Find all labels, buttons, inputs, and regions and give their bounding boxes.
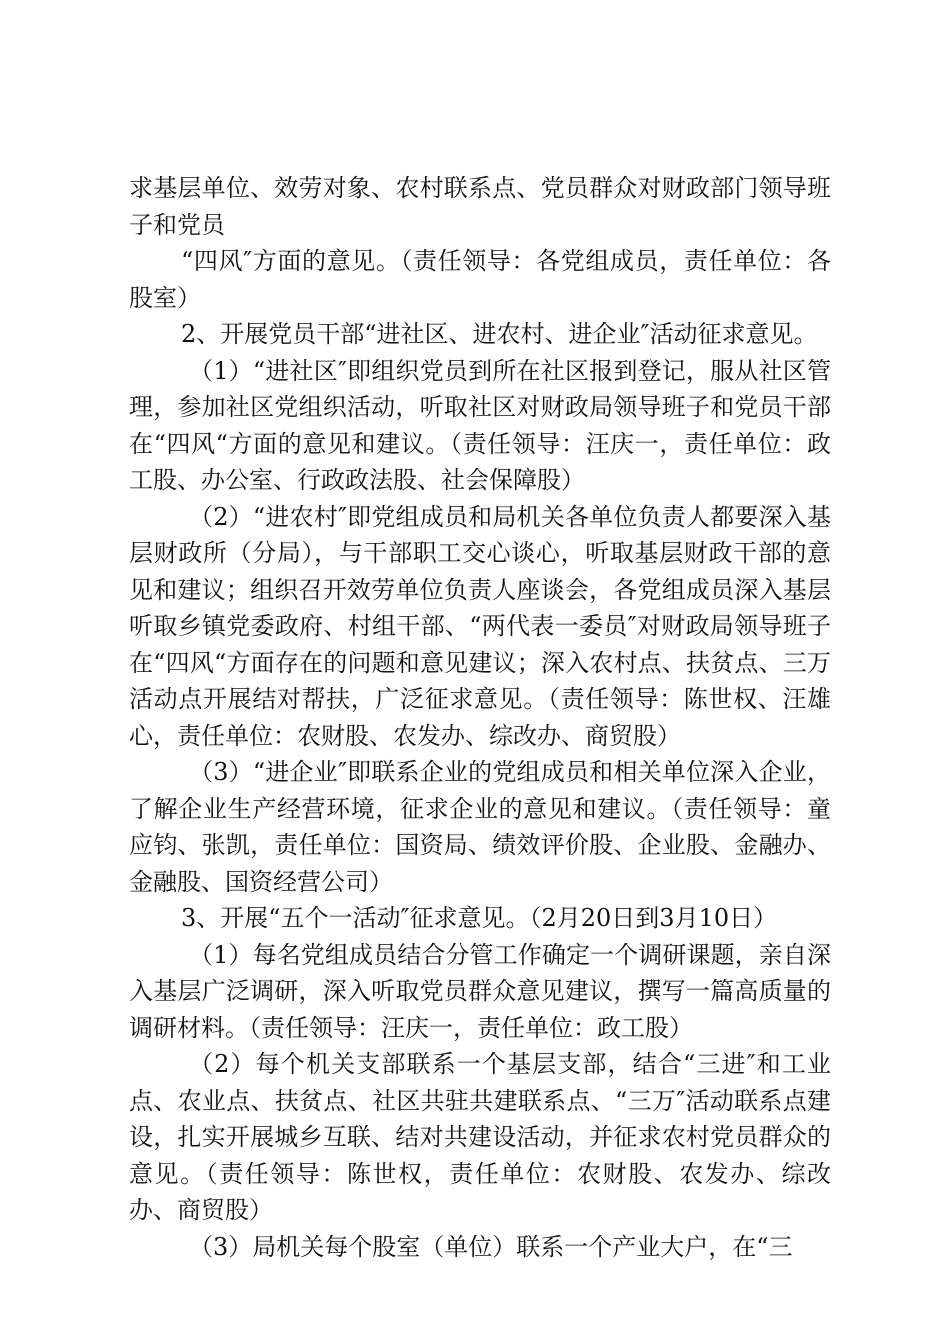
paragraph-10: （3）局机关每个股室（单位）联系一个产业大户，在“三 xyxy=(189,1232,793,1261)
paragraph-9: （2）每个机关支部联系一个基层支部，结合“三进″和工业点、农业点、扶贫点、社区共驻共建联系点、“三万″活动联系点建设，扎实开展城乡互联、结对共建设活动，并征求农村党员群众的意见。（责任领导：陈世权，责任单位：农财股、农发办、综改办、商贸股） xyxy=(129,1050,831,1224)
paragraph-4: （1）“进社区″即组织党员到所在社区报到登记，服从社区管理，参加社区党组织活动，听取社区对财政局领导班子和党员干部在“四风“方面的意见和建议。（责任领导：汪庆一，责任单位：政工股、办公室、行政政法股、社会保障股） xyxy=(129,356,831,494)
paragraph-7: 3、开展“五个一活动″征求意见。（2月20日到3月10日） xyxy=(181,904,778,932)
paragraph-2: “四风″方面的意见。（责任领导：各党组成员，责任单位：各股室） xyxy=(129,247,831,312)
paragraph-5: （2）“进农村″即党组成员和局机关各单位负责人都要深入基层财政所（分局），与干部职工交心谈心，听取基层财政干部的意见和建议；组织召开效劳单位负责人座谈会，各党组成员深入基层听取乡镇党委政府、村组干部、“两代表一委员″对财政局领导班子在“四风“方面存在的问题和意见建议；深入农村点、扶贫点、三万活动点开展结对帮扶，广泛征求意见。（责任领导：陈世权、汪雄心，责任单位：农财股、农发办、综改办、商贸股） xyxy=(129,502,831,750)
paragraph-8: （1）每名党组成员结合分管工作确定一个调研课题，亲自深入基层广泛调研，深入听取党员群众意见建议，撰写一篇高质量的调研材料。（责任领导：汪庆一，责任单位：政工股） xyxy=(129,940,831,1042)
paragraph-3: 2、开展党员干部“进社区、进农村、进企业″活动征求意见。 xyxy=(181,320,818,348)
paragraph-6: （3）“进企业″即联系企业的党组成员和相关单位深入企业，了解企业生产经营环境，征求企业的意见和建议。（责任领导：童应钧、张凯，责任单位：国资局、绩效评价股、企业股、金融办、金融股、国资经营公司） xyxy=(129,758,831,896)
paragraph-1: 求基层单位、效劳对象、农村联系点、党员群众对财政部门领导班子和党员 xyxy=(129,174,831,239)
document-body xyxy=(129,170,831,1265)
